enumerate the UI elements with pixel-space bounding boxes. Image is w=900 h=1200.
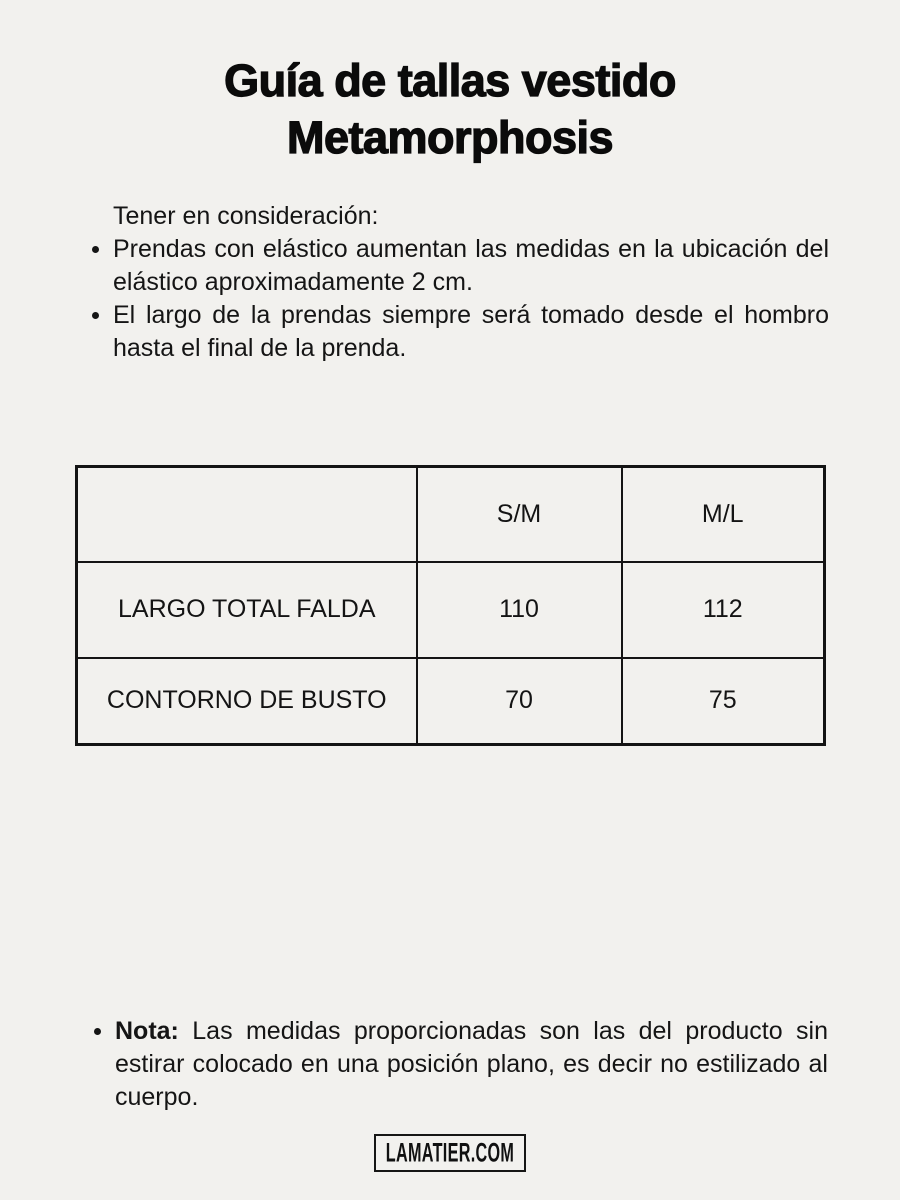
considerations-heading: Tener en consideración: [113, 202, 379, 230]
size-table [75, 465, 826, 746]
page-title-line2: Metamorphosis [286, 112, 614, 163]
size-table-header-row [77, 467, 825, 562]
considerations-section [113, 200, 829, 365]
size-table-row-label: CONTORNO DE BUSTO [77, 658, 417, 745]
size-table-row-label: LARGO TOTAL FALDA [77, 562, 417, 658]
size-table-cell: 112 [622, 562, 825, 658]
note-text: Las medidas proporcionadas son las del producto sin estirar colocado en una posición plano, es decir no estilizado al cuerpo. [115, 1017, 828, 1111]
size-table-cell: 110 [417, 562, 622, 658]
bullet-dot-icon [94, 1028, 101, 1035]
table-row [77, 562, 825, 658]
table-row [77, 658, 825, 745]
note-section [115, 1015, 828, 1114]
bullet-dot-icon [92, 312, 99, 319]
note-label: Nota: [115, 1017, 179, 1045]
page-title [0, 52, 900, 166]
size-table-col-header-sm: S/M [417, 467, 622, 562]
size-table-cell: 75 [622, 658, 825, 745]
size-table-cell: 70 [417, 658, 622, 745]
list-item [113, 299, 829, 365]
consideration-text: Prendas con elástico aumentan las medidas en la ubicación del elástico aproximadamente 2 cm. [113, 235, 829, 296]
brand-badge [374, 1134, 526, 1172]
bullet-dot-icon [92, 246, 99, 253]
brand-name: LAMATIER.COM [385, 1137, 515, 1168]
page-title-line1: Guía de tallas vestido [224, 55, 676, 106]
list-item [113, 233, 829, 299]
size-table-col-header-ml: M/L [622, 467, 825, 562]
considerations-list [113, 233, 829, 365]
consideration-text: El largo de la prendas siempre será tomado desde el hombro hasta el final de la prenda. [113, 301, 829, 362]
size-table-corner-cell [77, 467, 417, 562]
